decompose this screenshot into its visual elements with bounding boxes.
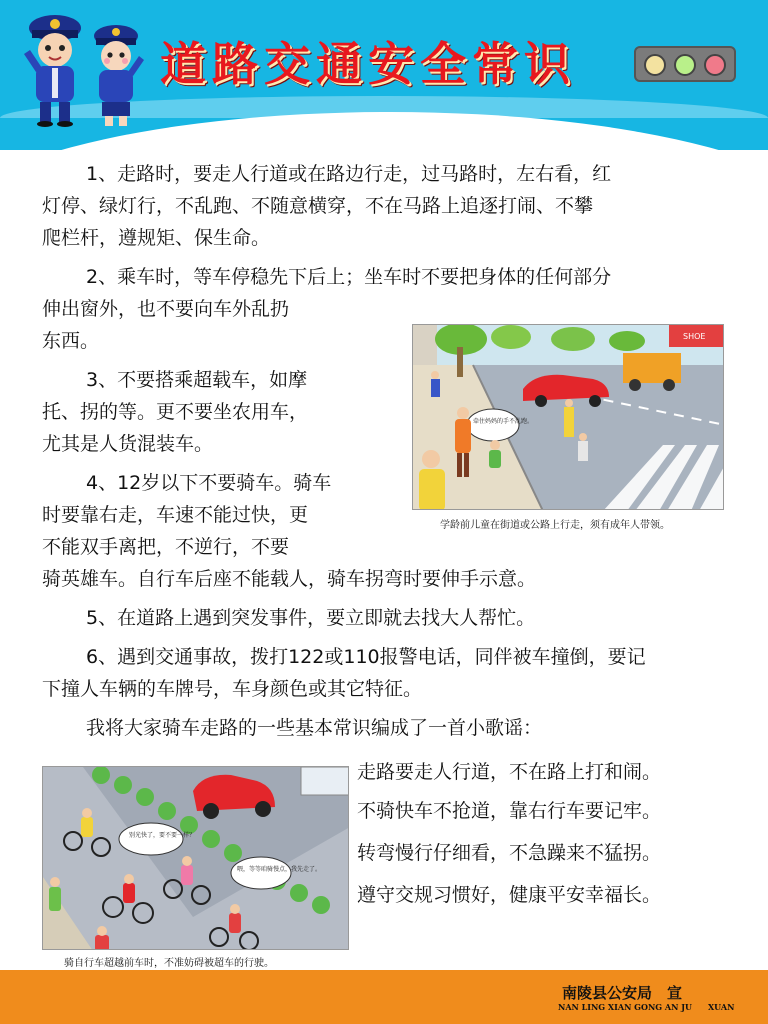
rule-1-line-1: 1、走路时，要走人行道或在路边行走，过马路时，左右看，红 — [86, 163, 612, 185]
rule-1-line-2: 灯停、绿灯行，不乱跑、不随意横穿，不在马路上追逐打闹、不攀 — [42, 195, 594, 217]
traffic-lamp-green — [674, 54, 696, 76]
speech-bubble-2-text: 喂，等等咱骑慢点，我先走了。 — [237, 866, 322, 873]
speech-bubble-1-text: 别光快了，要不要一样？ — [129, 832, 196, 839]
song-intro: 我将大家骑车走路的一些基本常识编成了一首小歌谣： — [86, 717, 543, 739]
speech-bubble-text: 牵住妈妈的手不乱跑。 — [473, 418, 534, 425]
cycling-scene-image — [43, 767, 349, 950]
rule-2-line-2: 伸出窗外，也不要向车外乱扔 — [42, 298, 290, 320]
rule-4-line-3: 不能双手离把，不逆行，不要 — [42, 536, 290, 558]
rule-4-line-2: 时要靠右走，车速不能过快，更 — [42, 504, 309, 526]
street-scene-image — [413, 325, 724, 510]
illustration-pedestrians — [412, 324, 724, 510]
traffic-lamp-yellow — [644, 54, 666, 76]
shop-sign-text: SHOE — [683, 332, 706, 341]
rule-3-line-1: 3、不要搭乘超载车，如摩 — [86, 369, 308, 391]
poem-line-1: 走路要走人行道，不在路上打和闹。 — [357, 761, 662, 783]
rule-3-line-3: 尤其是人货混装车。 — [42, 433, 214, 455]
policewoman-mascot-icon — [86, 20, 146, 130]
issuer-pinyin: NAN LING XIAN GONG AN JU XUAN — [558, 1002, 735, 1012]
traffic-lamp-red — [704, 54, 726, 76]
poem-line-4: 遵守交规习惯好，健康平安幸福长。 — [357, 884, 662, 906]
rule-3-line-2: 托、拐的等。更不要坐农用车， — [42, 401, 309, 423]
police-officer-mascot-icon — [22, 10, 88, 128]
page-title: 道路交通安全常识 — [160, 37, 576, 91]
rule-1-line-3: 爬栏杆，遵规矩、保生命。 — [42, 227, 271, 249]
poem-line-2: 不骑快车不抢道，靠右行车要记牢。 — [357, 800, 662, 822]
rule-6-line-1: 6、遇到交通事故，拨打122或110报警电话，同伴被车撞倒，要记 — [86, 646, 646, 668]
illustration-bottom-caption: 骑自行车超越前车时，不准妨碍被超车的行驶。 — [64, 958, 274, 969]
issuer-name: 南陵县公安局 宣 — [562, 984, 683, 1002]
rule-4-line-1: 4、12岁以下不要骑车。骑车 — [86, 472, 332, 494]
rule-5: 5、在道路上遇到突发事件，要立即就去找大人帮忙。 — [86, 607, 536, 629]
illustration-top-caption: 学龄前儿童在街道或公路上行走，须有成年人带领。 — [440, 520, 670, 531]
poem-line-3: 转弯慢行仔细看，不急躁来不猛拐。 — [357, 842, 662, 864]
rule-2-line-3: 东西。 — [42, 330, 100, 352]
traffic-light-icon — [634, 46, 736, 82]
illustration-cyclists — [42, 766, 349, 950]
rule-6-line-2: 下撞人车辆的车牌号，车身颜色或其它特征。 — [42, 678, 423, 700]
rule-2-line-1: 2、乘车时，等车停稳先下后上；坐车时不要把身体的任何部分 — [86, 266, 612, 288]
rule-4-line-4: 骑英雄车。自行车后座不能载人，骑车拐弯时要伸手示意。 — [42, 568, 537, 590]
